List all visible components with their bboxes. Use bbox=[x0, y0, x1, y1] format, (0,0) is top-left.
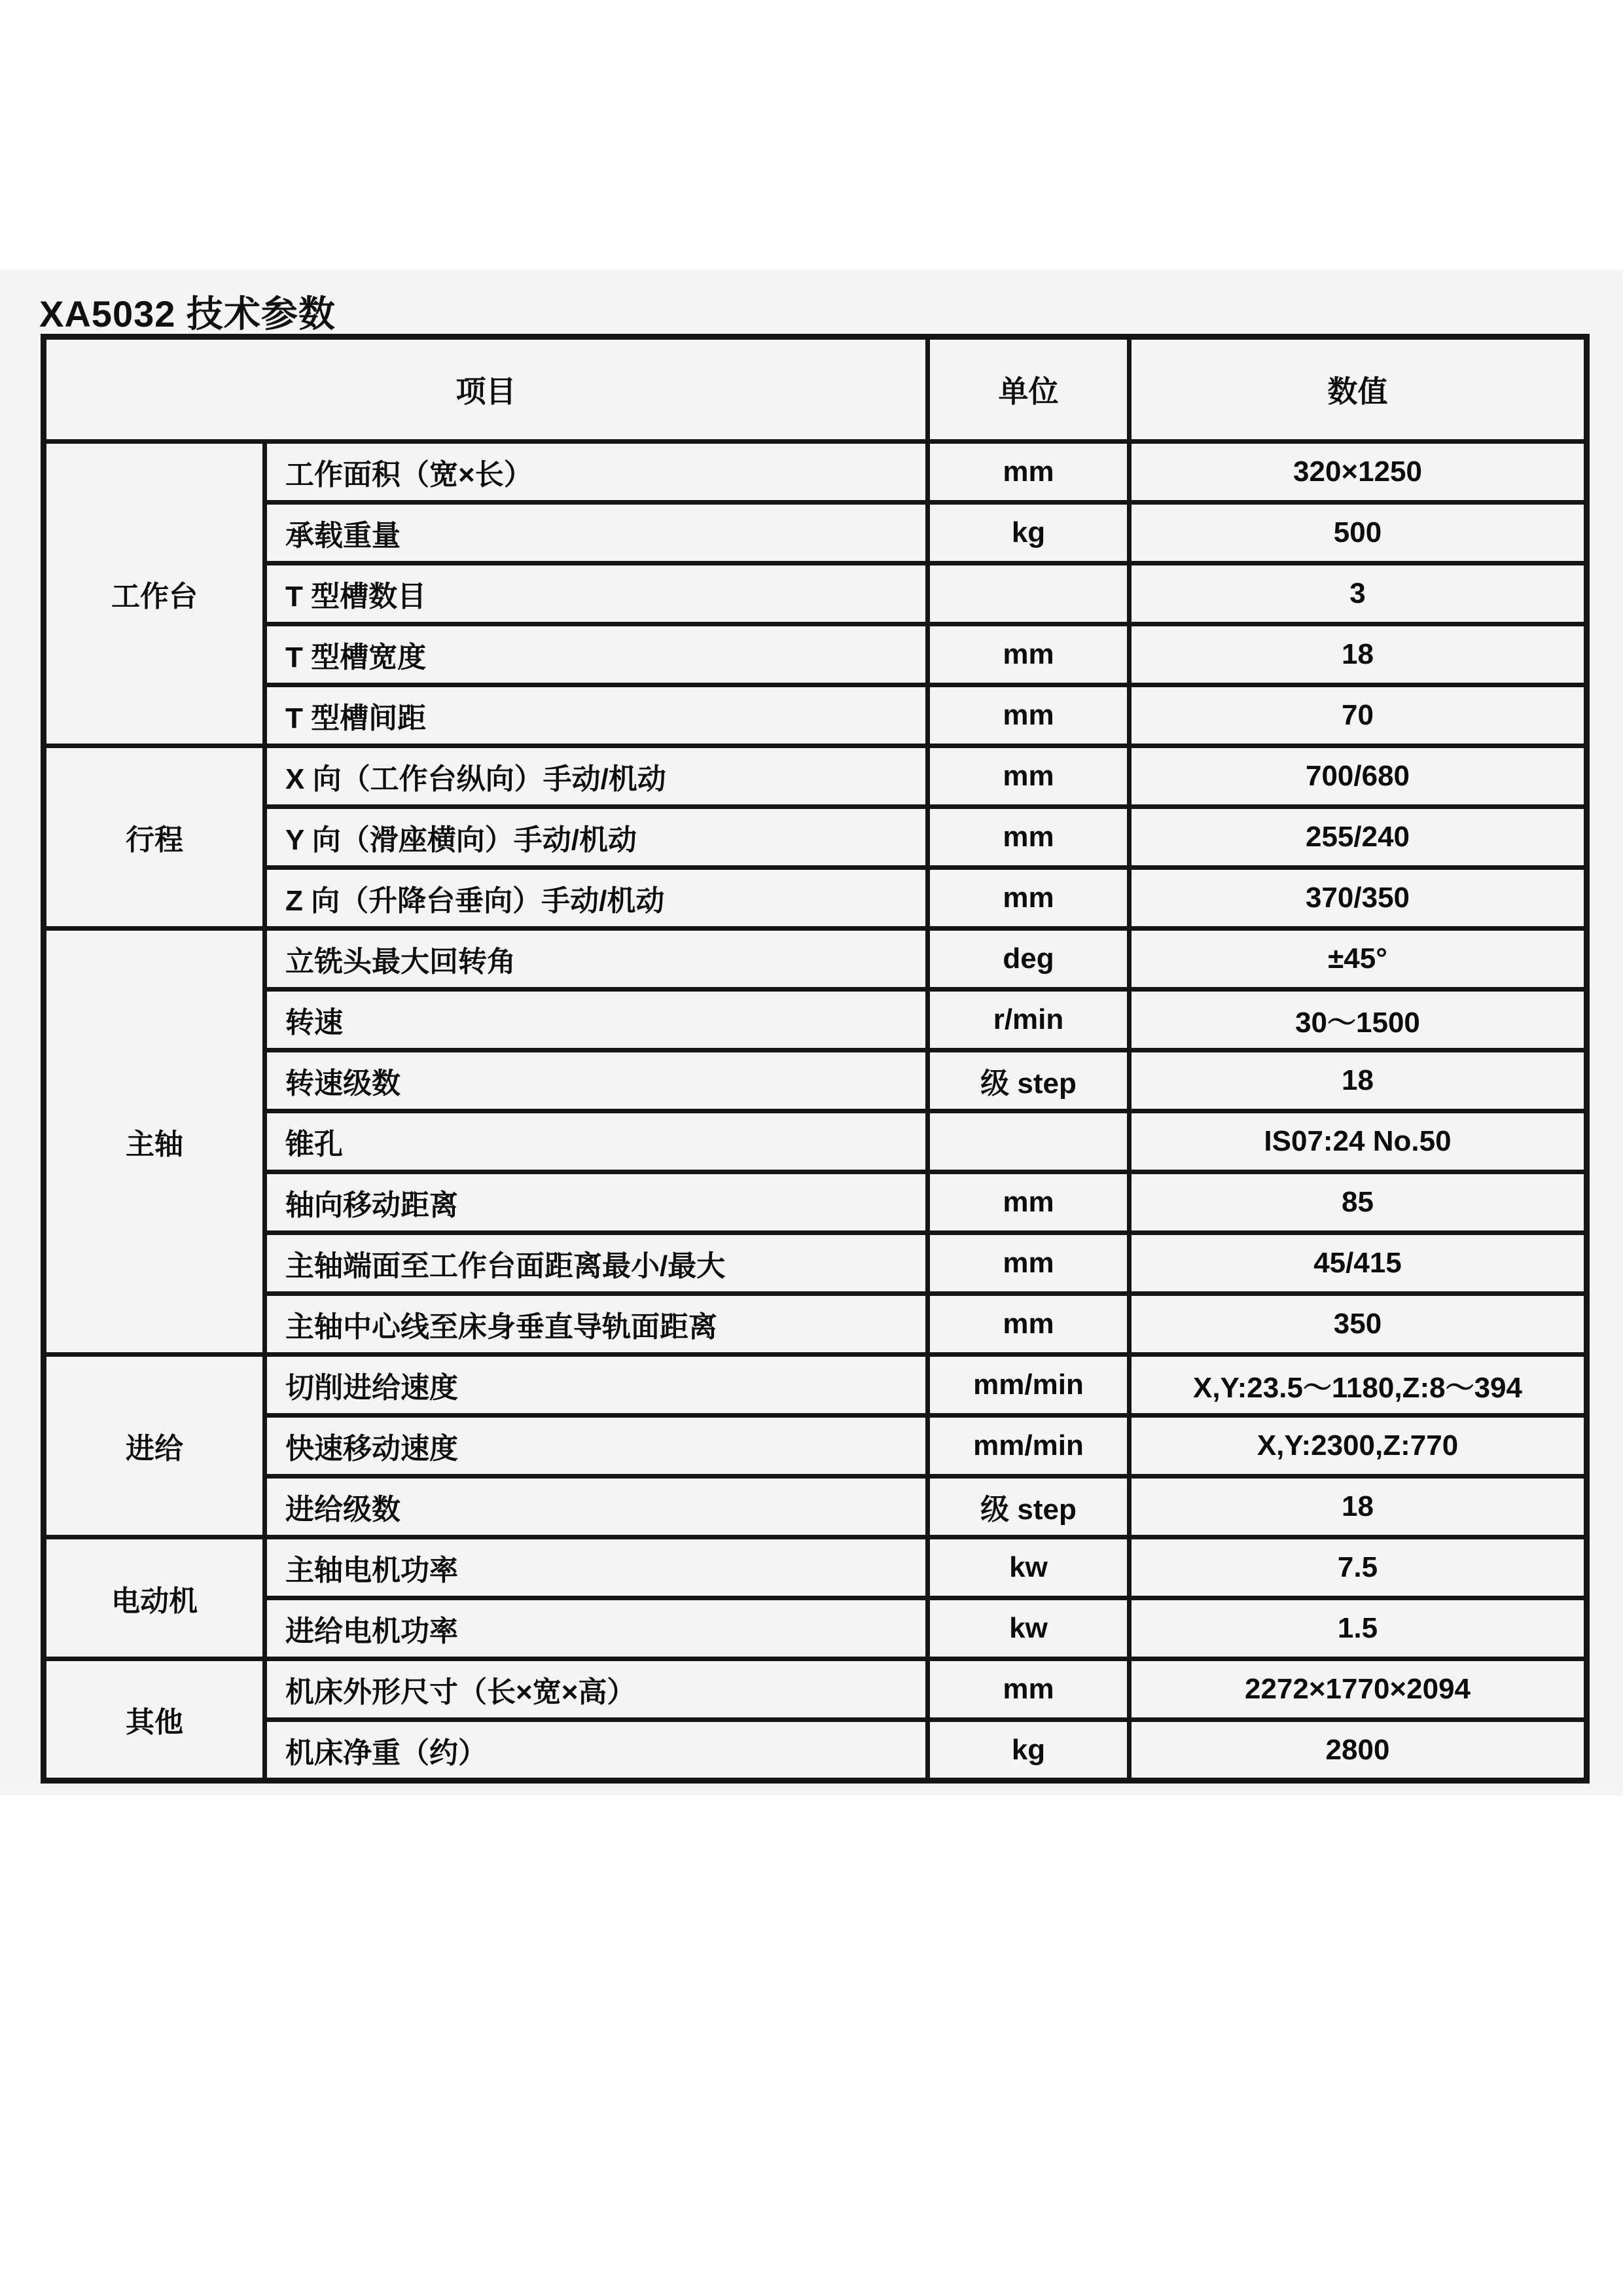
value-cell: 18 bbox=[1130, 624, 1587, 685]
item-cell: 转速级数 bbox=[265, 1050, 928, 1111]
unit-cell: mm bbox=[928, 868, 1130, 929]
category-cell: 其他 bbox=[44, 1659, 265, 1781]
category-cell: 主轴 bbox=[44, 929, 265, 1355]
table-row bbox=[44, 442, 1587, 503]
page-title: XA5032 技术参数 bbox=[39, 293, 336, 334]
unit-cell: mm/min bbox=[928, 1355, 1130, 1416]
table-row bbox=[44, 1172, 1587, 1233]
unit-cell: kw bbox=[928, 1537, 1130, 1598]
value-cell: 320×1250 bbox=[1130, 442, 1587, 503]
item-cell: X 向（工作台纵向）手动/机动 bbox=[265, 746, 928, 807]
value-cell: 85 bbox=[1130, 1172, 1587, 1233]
spec-table bbox=[41, 334, 1590, 1784]
item-cell: 进给电机功率 bbox=[265, 1598, 928, 1659]
category-cell: 行程 bbox=[44, 746, 265, 929]
unit-cell: mm bbox=[928, 1294, 1130, 1355]
table-row bbox=[44, 746, 1587, 807]
table-row bbox=[44, 990, 1587, 1050]
value-cell: 18 bbox=[1130, 1477, 1587, 1537]
unit-cell: mm bbox=[928, 1659, 1130, 1720]
item-cell: 工作面积（宽×长） bbox=[265, 442, 928, 503]
table-row bbox=[44, 868, 1587, 929]
table-row bbox=[44, 503, 1587, 564]
value-cell: 500 bbox=[1130, 503, 1587, 564]
category-cell: 进给 bbox=[44, 1355, 265, 1537]
value-cell: ±45° bbox=[1130, 929, 1587, 990]
unit-cell: 级 step bbox=[928, 1050, 1130, 1111]
table-row bbox=[44, 1477, 1587, 1537]
value-cell: 7.5 bbox=[1130, 1537, 1587, 1598]
table-row bbox=[44, 1416, 1587, 1477]
table-row bbox=[44, 1537, 1587, 1598]
table-row bbox=[44, 1598, 1587, 1659]
table-row bbox=[44, 1111, 1587, 1172]
value-cell: 1.5 bbox=[1130, 1598, 1587, 1659]
category-cell: 工作台 bbox=[44, 442, 265, 746]
unit-cell: mm bbox=[928, 685, 1130, 746]
item-cell: Z 向（升降台垂向）手动/机动 bbox=[265, 868, 928, 929]
item-cell: 立铣头最大回转角 bbox=[265, 929, 928, 990]
item-cell: 轴向移动距离 bbox=[265, 1172, 928, 1233]
item-cell: 机床净重（约） bbox=[265, 1720, 928, 1781]
header-value: 数值 bbox=[1130, 337, 1587, 442]
item-cell: 承载重量 bbox=[265, 503, 928, 564]
table-row bbox=[44, 1355, 1587, 1416]
unit-cell: 级 step bbox=[928, 1477, 1130, 1537]
item-cell: T 型槽宽度 bbox=[265, 624, 928, 685]
unit-cell bbox=[928, 1111, 1130, 1172]
item-cell: Y 向（滑座横向）手动/机动 bbox=[265, 807, 928, 868]
table-row bbox=[44, 807, 1587, 868]
unit-cell: mm bbox=[928, 624, 1130, 685]
unit-cell: mm bbox=[928, 442, 1130, 503]
value-cell: 45/415 bbox=[1130, 1233, 1587, 1294]
table-row bbox=[44, 564, 1587, 624]
header-unit: 单位 bbox=[928, 337, 1130, 442]
table-row bbox=[44, 1659, 1587, 1720]
item-cell: 主轴端面至工作台面距离最小/最大 bbox=[265, 1233, 928, 1294]
unit-cell bbox=[928, 564, 1130, 624]
value-cell: IS07:24 No.50 bbox=[1130, 1111, 1587, 1172]
table-row bbox=[44, 624, 1587, 685]
item-cell: T 型槽间距 bbox=[265, 685, 928, 746]
table-row bbox=[44, 1720, 1587, 1781]
unit-cell: mm bbox=[928, 807, 1130, 868]
unit-cell: mm bbox=[928, 1172, 1130, 1233]
item-cell: 切削进给速度 bbox=[265, 1355, 928, 1416]
value-cell: 700/680 bbox=[1130, 746, 1587, 807]
value-cell: 18 bbox=[1130, 1050, 1587, 1111]
value-cell: 255/240 bbox=[1130, 807, 1587, 868]
table-row bbox=[44, 1050, 1587, 1111]
value-cell: X,Y:23.5～1180,Z:8～394 bbox=[1130, 1355, 1587, 1416]
table-row bbox=[44, 685, 1587, 746]
unit-cell: mm/min bbox=[928, 1416, 1130, 1477]
item-cell: 快速移动速度 bbox=[265, 1416, 928, 1477]
item-cell: 锥孔 bbox=[265, 1111, 928, 1172]
unit-cell: mm bbox=[928, 746, 1130, 807]
value-cell: X,Y:2300,Z:770 bbox=[1130, 1416, 1587, 1477]
table-row bbox=[44, 929, 1587, 990]
header-item: 项目 bbox=[44, 337, 928, 442]
table-row bbox=[44, 1233, 1587, 1294]
item-cell: 转速 bbox=[265, 990, 928, 1050]
value-cell: 370/350 bbox=[1130, 868, 1587, 929]
header-row bbox=[44, 337, 1587, 442]
unit-cell: kg bbox=[928, 503, 1130, 564]
value-cell: 3 bbox=[1130, 564, 1587, 624]
item-cell: 机床外形尺寸（长×宽×高） bbox=[265, 1659, 928, 1720]
item-cell: 主轴中心线至床身垂直导轨面距离 bbox=[265, 1294, 928, 1355]
item-cell: T 型槽数目 bbox=[265, 564, 928, 624]
item-cell: 主轴电机功率 bbox=[265, 1537, 928, 1598]
category-cell: 电动机 bbox=[44, 1537, 265, 1659]
value-cell: 70 bbox=[1130, 685, 1587, 746]
unit-cell: deg bbox=[928, 929, 1130, 990]
unit-cell: r/min bbox=[928, 990, 1130, 1050]
item-cell: 进给级数 bbox=[265, 1477, 928, 1537]
value-cell: 2800 bbox=[1130, 1720, 1587, 1781]
unit-cell: mm bbox=[928, 1233, 1130, 1294]
value-cell: 2272×1770×2094 bbox=[1130, 1659, 1587, 1720]
unit-cell: kw bbox=[928, 1598, 1130, 1659]
value-cell: 350 bbox=[1130, 1294, 1587, 1355]
unit-cell: kg bbox=[928, 1720, 1130, 1781]
value-cell: 30～1500 bbox=[1130, 990, 1587, 1050]
table-row bbox=[44, 1294, 1587, 1355]
